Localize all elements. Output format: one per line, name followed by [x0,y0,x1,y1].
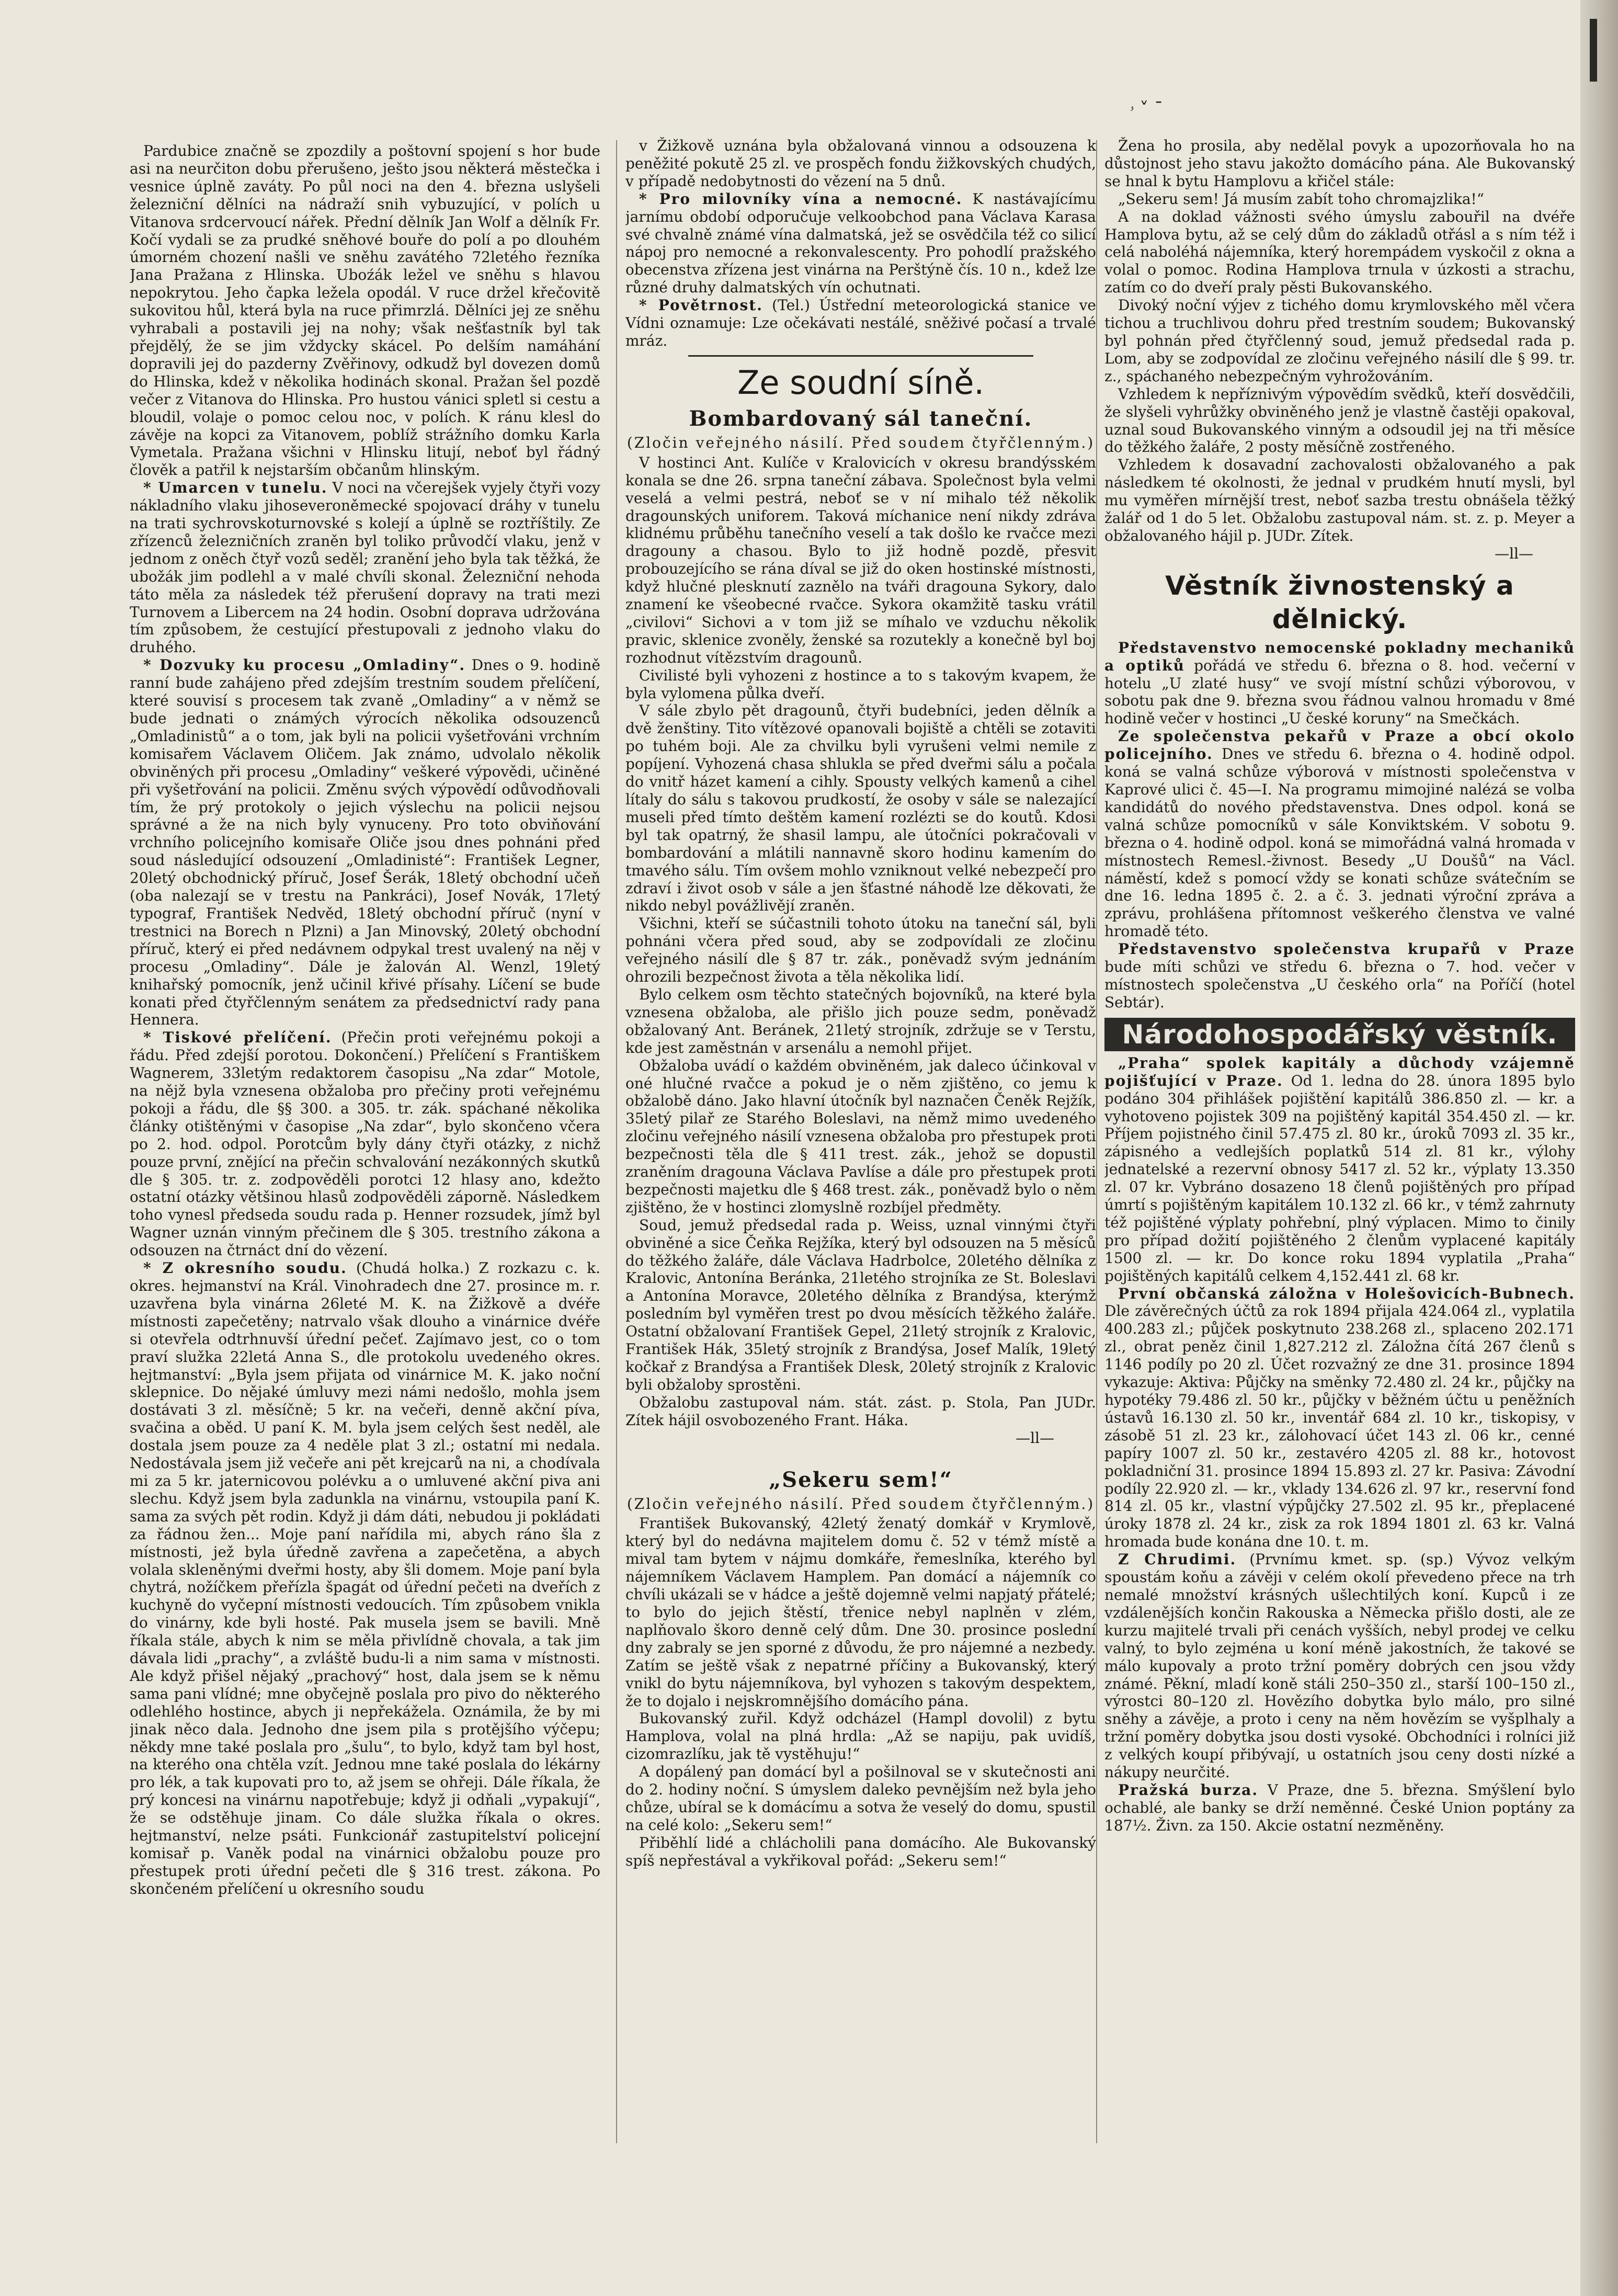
column-divider [1096,140,1097,2143]
paragraph-text: Dnes o 9. hodině ranní bude zahájeno před zdejším trestním soudem přelíčení, které souvisí s procesem tak zvaně „Omladiny“ a v němž se bude jednati o známých výrocích několika odsouzenců „Omladinistů“ a o tom, jak byli na policii vyšetřováni vrchním komisařem Václavem Oličem. Jak známo, udvolalo několik obviněných při procesu „Omladiny“ veškeré výpovědi, učiněné při vyšetřování na policii. Změnu svých výpovědí odůvodňovali tím, že prý protokoly o jejich výslechu na policii nejsou správné a že na nich byly vynuceny. Pro toto obviňování vrchního policejního komisaře Oliče jsou dnes pohnáni před soud následující odsouzení „Omladinisté“: František Legner, 20letý obchodnický příruč, Josef Šerák, 18letý obchodní učeň (oba nalezají se v trestu na Pankráci), Josef Novák, 17letý typograf, František Nedvěd, 18letý obchodní příruč (nyní v trestnici na Borech n Plzni) a Jan Minovský, 20letý obchodní příruč, který ei před nedávnem odpykal trest uvalený na něj v procesu „Omladiny“. Dále je žalován Al. Wenzl, 19letý knihařský pomocník, jenž učinil křivé přísahy. Líčení se bude konati před čtyřčlenným senátem za předsednictví rady pana Hennera. [130,656,600,1029]
article-paragraph [625,1763,1096,1834]
article-paragraph [625,137,1096,190]
column-1 [130,142,600,2140]
article-paragraph [1104,1781,1575,1835]
article-paragraph [625,986,1096,1057]
paragraph-text: A na doklad vážnosti svého úmyslu zabouřil na dvéře Hamplova bytu, až se celý dům do základů otřásl a s ním též i celá naboléhá nájemníka, který horempádem vyskočil z okna a volal o pomoc. Rodina Hamplova trnula v úzkosti a strachu, zatím co do dveří praly pěsti Bukovanského. [1104,208,1575,297]
paragraph-text: Přiběhlí lidé a chlácholili pana domácího. Ale Bukovanský spíš nepřestával a vykřikoval pořád: „Sekeru sem!“ [625,1834,1096,1869]
paragraph-text: Civilisté byli vyhozeni z hostince a to s takovým kvapem, že byla vylomena půlka dveří. [625,666,1096,702]
paragraph-text: bude míti schůzi ve středu 6. března o 7. hod. večer v místnostech společenstva „U českého orla“ na Poříčí (hotel Sebtár). [1104,958,1575,1011]
article-paragraph [1104,1551,1575,1781]
paragraph-text: V Praze, dne 5. března. Smýšlení bylo ochablé, ale banky se drží neměnné. České Union poptány za 187½. Živn. za 150. Akcie ostatní nezměněny. [1104,1781,1575,1834]
article-subtitle: (Zločin veřejného násilí. Před soudem čtyřčlenným.) [626,1495,1095,1513]
article-paragraph [1104,940,1575,1011]
paragraph-text: V sále zbylo pět dragounů, čtyři budebníci, jeden dělník a dvě ženštiny. Tito vítězové opanovali bojiště a chtěli se zotaviti po tuhém boji. Ale za chvilku byli vyrušeni velmi nemile z popíjení. Vyhozená chasa shlukla se před dveřmi sálu a počala do vnitř házet kamení a cihly. Spousty velkých kamenů a cihel lítaly do sálu s takovou prudkostí, že osoby v sále se nalezající museli před tímto deštěm kamení rozlézti se do koutů. Kdosi byl tak opatrný, že shasil lampu, ale útočníci pokračovali v bombardování a mlátili nannavně skoro hodinu kamením do tmavého sálu. Tím ovšem mohlo vzniknout velké nebezpečí pro zdraví i život osob v sále a jen šťastné náhodě lze děkovati, že nikdo nebyl povážlivějí zraněn. [625,702,1096,915]
article-paragraph [625,1217,1096,1394]
paragraph-text: Soud, jemuž předsedal rada p. Weiss, uznal vinnými čtyři obviněné a sice Čeňka Rejžíka, který byl odsouzen na 5 měsíců do těžkého žaláře, dále Václava Hadrbolce, 20letého dělníka z Kralovic, Antonína Beránka, 21letého strojníka ze St. Boleslavi a Antonína Moravce, 20letého dělníka z Brandýsa, kterýmž posledním byl vyměřen trest po dvou měsících těžkého žaláře. Ostatní obžalovaní František Gepel, 21letý strojník z Kralovic, František Hák, 35letý strojník z Brandýsa, Josef Malík, 19letý kočkař z Brandýsa a František Dlesk, 20letý strojník z Kralovic byli obžaloby sprostěni. [625,1216,1096,1393]
column-2 [625,137,1096,2135]
article-paragraph [625,667,1096,702]
paragraph-text: K nastávajícímu jarnímu období odporučuje velkoobchod pana Václava Karasa své chvalně známé vína dalmatská, jež se osvědčila též co silicí nápoj pro nemocné a rekonvalescenty. Pro pohodlí pražského obecenstva zřízena jest vinárna na Perštýně čís. 10 n., kdež lze různé druhy dalmatských vín ochutnati. [625,190,1096,297]
department-banner: Národohospodářský věstník. [1104,1018,1575,1051]
article-paragraph [1104,385,1575,457]
paragraph-text: A dopálený pan domácí byl a pošilnoval se v skutečnosti ani do 2. hodiny noční. S úmyslem daleko pevnějším než byla jeho chůze, ubíral se k domácímu a sotva že veselý do domu, spustil na celé kolo: „Sekeru sem!“ [625,1763,1096,1834]
paragraph-lead: * Pro milovníky vína a nemocné. [639,190,963,208]
paragraph-lead: * Povětrnost. [639,297,763,314]
article-paragraph [625,1515,1096,1710]
paragraph-text: (Tel.) Ústřední meteorologická stanice ve Vídni oznamuje: Lze očekávati nestálé, sněživé počasí a trvalé mráz. [625,297,1096,349]
paragraph-text: František Bukovanský, 42letý ženatý domkář v Krymlově, který byl do nedávna majitelem domu č. 52 v témž místě a mival tam bytem v nájmu domkáře, řemeslníka, kterého byl nájemníkem Václavem Hamplem. Pan domácí a nájemník co chvíli ukázali se v hádce a ještě dojemně velmi napjatý přátelé; to bylo do jejich štěstí, třenice nebyl naplněn v zlém, naplňovalo škoro denně celý dům. Dne 30. prosince poslední dny zabraly se jen sporné z důvodu, že pro nájemné a nezbedy. Zatím se ještě však z nepatrné příčiny a Bukovanský, který vnikl do bytu nájemníkova, byl vyhozen s takovým despektem, že to dojalo i nejskromnějšího domácího pána. [625,1515,1096,1710]
paragraph-lead: * Dozvuky ku procesu „Omladiny“. [143,656,466,674]
article-paragraph [625,1057,1096,1217]
paragraph-lead: * Tiskové přelíčení. [143,1029,332,1047]
paragraph-text: Od 1. ledna do 28. února 1895 bylo podáno 304 přihlášek pojištění kapitálů 386.850 zl. — kr. a vyhotoveno pojistek 309 na pojištěný kapitál 354.450 zl. — kr. Příjem pojistného činil 57.475 zl. 80 kr., úroků 7093 zl. 35 kr., zápisného a vedlejších poplatků 514 zl. 81 kr., výlohy jednatelské a rezervní obnosy 5417 zl. 52 kr., výplaty 13.350 zl. 07 kr. Vybráno dosazeno 18 členů pojištěných pro případ úmrtí s pojištěným kapitálem 10.132 zl. 66 kr., v témž zahrnuty též pojištěné výplaty pohřební, plný výplacen. Mimo to činily pro případ dožití pojištěného 2 členům vyplacené kapitály 1500 zl. — kr. Do konce roku 1894 vyplatila „Praha“ pojištěných kapitálů celkem 4,152.441 zl. 68 kr. [1104,1072,1575,1285]
paragraph-text: V noci na včerejšek vyjely čtyři vozy nákladního vlaku jihoseveroněmecké spojovací dráhy v tunelu na trati sychrovskoturnovské s kolejí a úplně se roztříštily. Ze zřízenců železničních zraněn byl toliko průvodčí vlaku, jenž v jednom z oněch čtyř vozů seděl; zranění jeho byla tak těžká, že ubožák jim podlehl a v malé chvíli skonal. Železniční nehoda táto měla za následek též přerušení dopravy na trati mezi Turnovem a Libercem na 24 hodin. Osobní doprava udržována tím způsobem, že cestující přestupovali z jednoho vlaku do druhého. [130,479,600,656]
article-paragraph [625,454,1096,667]
paragraph-text: Pardubice značně se zpozdily a poštovní spojení s hor bude asi na neurčiton dobu přerušeno, ješto jsou některá městečka i vesnice úplně zaváty. Po půl noci na den 4. března uslyšeli železniční dělníci na nádraží snih vybuzující, v polích u Vitanova srdcervoucí nářek. Přední dělník Jan Wolf a dělník Fr. Kočí vydali se za prudké sněhové bouře do polí a po dlouhém úmorném chození našli ve sněhu zavátého 72letého řezníka Jana Pražana z Hlinska. Uboźák ležel ve sněhu s hlavou nepokrytou. Jeho čapka ležela opodál. V ruce držel křečovitě sukovitou hůl, která byla na ruce přimrzlá. Dělníci jej ze sněhu vyhrabali a postavili jej na nohy; však nešťastník byl tak přejdělý, že se jim vždycky skácel. Po delším namáhání dopravili jej do pazderny Zvěřinovy, odkudž byl dovezen domů do Hlinska, kdež v několika hodinách skonal. Pražan šel pozdě večer z Vitanova do Hlinska. Pro hustou vánici spletl si cestu a bloudil, volaje o pomoc celou noc, v polích. K ránu klesl do závěje na kopci za Vitanovem, poblíž strážního domku Karla Vymetala. Pražana všichni v Hlinsku litují, neboť byl řádný člověk a patřil k nejstarším občanům hlinským. [130,142,600,479]
separator-rule [688,355,1033,357]
article-paragraph [1104,137,1575,190]
article-paragraph [1104,639,1575,728]
article-paragraph [1104,456,1575,545]
paragraph-text: Dle závěrečných účtů za rok 1894 přijala 424.064 zl., vyplatila 400.283 zl.; půjček poskytnuto 238.268 zl., splaceno 202.171 zl., obrat peněz činil 1,827.212 zl. Záložna čítá 267 členů s 1146 podíly po 20 zl. Účet rozvažný ze dne 31. prosince 1894 vykazuje: Aktiva: Půjčky na směnky 72.480 zl. 24 kr., půjčky na hypotéky 79.486 zl. 50 kr., půjčky v běžném účtu u peněžních ústavů 16.130 zl. 50 kr., inventář 684 zl. 10 kr., tiskopisy, v zásobě 51 zl. 23 kr., zálohovací účet 143 zl. 06 kr., cenné papíry 1007 zl. 50 kr., zestavéro 4205 zl. 88 kr., hotovost pokladniční 31. prosince 1894 15.893 zl. 27 kr. Pasiva: Závodní podíly 22.920 zl. — kr., vklady 134.626 zl. 97 kr., reservní fond 814 zl. 05 kr., vlastní výpůjčky 27.502 zl. 95 kr., přeplacené úroky 1878 zl. 24 kr., zisk za rok 1894 1801 zl. 63 kr. Valná hromada bude konána dne 10. t. m. [1104,1302,1575,1551]
paragraph-text: (Chudá holka.) Z rozkazu c. k. okres. hejmanství na Král. Vinohradech dne 27. prosince m. r. uzavřena byla vinárna 26leté M. K. na Žižkově a dvéře místnosti zapečetěny; natrvalo však dlouho a vinárnice dvéře si otevřela odtrhnuvší úřední pečeť. Zajímavo jest, co o tom praví služka 22letá Anna S., dle protokolu uvedeného okres. hejtmanství: „Byla jsem přijata od vinárnice M. K. jako noční sklepnice. Do nějaké úmluvy mezi námi nedošlo, mohla jsem dostávati 3 zl. měsíčně; 5 kr. na večeři, denně akční píva, svačina a oběd. U paní K. M. byla jsem celých šest neděl, ale dostala jsem pouze za 4 neděle plat 3 zl.; ostatní mi nedala. Nedostávala jsem již večeře ani pět krejcarů na ni, a chodívala mi za 5 kr. jaternicovou polévku a o umluvené akční piva ani slechu. Když jsem byla zadunkla na vinárnu, vstoupila paní K. sama za svých pět rodin. Když ji dám dáti, nebudou ji pokládati za řádnou žen... Moje paní nařídila mi, abych ráno šla z místnosti, jež byla úředně zavřena a zapečetěna, a abych volala skleněnými dveřmi hosty, aby šli domem. Moje paní byla chytrá, nožíčkem přeřízla špagát od úřední pečeti na dveřích z kuchyně do vyčepní místnosti vedoucích. Tím způsobem vnikla do vinárny, kde byli hosté. Pak musela jsem se bavili. Mně říkala stále, abych k nim se měla přivlídně chovala, a tak jim dávala lidi „prachy“, a zvláště budu-li a nim sama v místnosti. Ale když přišel nějaký „prachový“ host, dala jsem se k němu sama pani vlídné; mne obyčejně poslala pro pivo do některého odlehlého hostince, abych ji nepřekážela. Oznámila, že by mi jinak něco dala. Jednoho dne jsem pila s protějšího výčepu; někdy mne také poslala pro „šulu“, to bylo, když tam byl host, na kterého ona chtěla vzít. Jednou mne také poslala do lékárny pro lék, a tak kupovati pro to, až jsem se ohřeji. Dále říkala, že prý koncesi na vinárnu napotřebuje; když ji odňali „vypakují“, že se odstěhuje jinam. Co dále služka říkala o okres. hejtmanství, nelze psáti. Funkcionář zastupitelství policejní komisař p. Vaněk podal na vinárnici obžalobu pouze pro přestupek proti úřední pečeti dle § 316 trest. zákona. Po skončeném přelíčení u okresního soudu [130,1259,600,1897]
paragraph-text: Vzhledem k dosavadní zachovalosti obžalovaného a pak následkem té okolnosti, že jednal v prudkém hnutí mysli, byl mu vyměřen mírnější trest, neboť sazba trestu obnášela těžký žalář od 1 do 5 let. Obžalobu zastupoval nám. st. z. p. Meyer a obžalovaného hájil p. JUDr. Zítek. [1104,456,1575,544]
article-paragraph [625,915,1096,986]
paragraph-text: Obžaloba uvádí o každém obviněném, jak daleco účinkoval v oné hlučné rvačce a pokud je o něm zjištěno, co jemu k obžalobě dáno. Jako hlavní útočník byl naznačen Čeněk Rejžík, 35letý pilař ze Starého Boleslavi, na němž mimo uvedeného zločinu veřejného násilí vznesena obžaloba pro přestupek proti bezpečnosti těla dle § 411 trest. zák., jehož se dopustil zraněním dragouna Václava Pavlíse a dále pro přestupek proti bezpečnosti majetku dle § 468 trest. zák., poněvadž bylo o něm zjištěno, že v hostinci zlomyslně rozbíjel předměty. [625,1056,1096,1216]
paragraph-text: v Žižkově uznána byla obžalovaná vinnou a odsouzena k peněžité pokutě 25 zl. ve prospěch fondu žižkovských chudých, v případě nedobytnosti do vězení na 5 dnů. [625,137,1096,190]
article-paragraph [1104,1054,1575,1285]
column-3 [1104,137,1575,2135]
paragraph-text: (Prvnímu kmet. sp. (sp.) Vývoz velkým spoustám koňu a závěji v celém okolí převedeno přece na trh nemalé množství krásných ušlechtilých koní. Kupců i ze vzdálenějších končin Rakouska a Německa přišlo dosti, ale ze kurzu majitelé trvali při cenách vyšších, nebyl prodej ve celku valný, to bylo zejména u koní méně jakostních, že takové se málo kupovaly a proto tržní poměry dobrých cen jsou vždy známé. Pěkní, mladí koně stáli 250–350 zl., starší 100–150 zl., výrostci 80–120 zl. Hovězího dobytka bylo málo, pro silné sněhy a závěje, a proto i ceny na něm hovězím se vyšplhaly a tržní poměry dobytka jsou dosti vysoké. Obchodníci i rolníci již z velkých koupí přibývají, u ostatních jsou ceny dosti nízké a nákupy neurčité. [1104,1551,1575,1781]
article-paragraph [130,656,600,1029]
spacer [625,1447,1096,1465]
article-paragraph [1104,1285,1575,1551]
article-paragraph [130,479,600,656]
paragraph-lead: * Umarcen v tunelu. [143,479,328,497]
paragraph-lead: Představenstvo nemocenské pokladny mechaniků a optiků [1104,639,1575,674]
article-paragraph [1104,728,1575,940]
paragraph-text: Bukovanský zuřil. Když odcházel (Hampl dovolil) z bytu Hamplova, volal na plná hrdla: „Až se napiju, pak uvidíš, cizomrazlíku, jak tě vystěhuju!“ [625,1710,1096,1763]
top-marks: ۥ ˅ ˉ [1130,98,1164,119]
paragraph-text: Obžalobu zastupoval nám. stát. zást. p. Stola, Pan JUDr. Zítek hájil osvobozeného Frant. Háka. [625,1393,1096,1429]
paragraph-lead: Z Chrudimi. [1118,1551,1237,1568]
article-paragraph [1104,208,1575,297]
article-paragraph [1104,297,1575,385]
department-banner: Věstník živnostenský a dělnický. [1165,570,1514,634]
column-divider [616,140,617,2143]
article-paragraph [625,190,1096,297]
paragraph-text: Všichni, kteří se súčastnili tohoto útoku na taneční sál, byli pohnáni včera před soud, aby se zodpovídali ze zločinu veřejného násilí dle § 87 tr. zák., poněvadž svým jednáním ohrozili bezpečnost života a těla několika lidí. [625,915,1096,986]
binding-mark [1590,19,1597,82]
article-paragraph [130,1259,600,1898]
article-signature: —ll— [1495,544,1533,562]
paragraph-lead: Ze společenstva pekařů v Praze a obcí okolo policejního. [1104,728,1575,763]
paragraph-lead: První občanská záložna v Holešovicích-Bubnech. [1118,1285,1575,1302]
article-paragraph [625,1710,1096,1763]
paragraph-lead: * Z okresního soudu. [143,1259,347,1277]
paragraph-text: Žena ho prosila, aby nedělal povyk a upozorňovala ho na důstojnost jeho stavu jakožto domácího pána. Ale Bukovanský se hnal k bytu Hamplovu a křičel stále: [1104,137,1575,190]
paragraph-text: Dnes ve středu 6. března o 4. hodině odpol. koná se valná schůze výborová v místnosti společenstva v Kaprové ulici č. 45—I. Na programu mimojiné nalézá se volba kandidátů do nového představenstva. Dnes odpol. koná se valná schůze pomocníků v sále Konviktském. V sobotu 9. března o 4. hodině odpol. koná se mimořádná valná hromada v místnostech Remesl.-živnost. Besedy „U Doušů“ na Václ. náměstí, kdež s pomocí vždy se konati schůze svátečním se dne 16. ledna 1895 č. 2. a č. 3. jednati výroční zpráva a zprávu, prohlášena přítomnost veškerého členstva ve valné hromadě této. [1104,745,1575,940]
paragraph-text: pořádá ve středu 6. března o 8. hod. večerní v hotelu „U zlaté husy“ ve svojí místní schůzi výborovou, v sobotu pak dne 9. března svou řádnou valnou hromadu v 8mé hodině večer v hostinci „U české koruny“ na Smečkách. [1104,656,1575,728]
page-edge [1580,0,1618,2296]
article-paragraph [625,702,1096,915]
paragraph-text: V hostinci Ant. Kulíče v Kralovicích v okresu brandýsském konala se dne 26. srpna taneční zábava. Společnost byla velmi veselá a velmi pestrá, neboť se v ní mihalo též několik dragounských uniforem. Taková míchanice není nikdy zdráva klidnému průběhu tanečního veselí a tak došlo ke rvačce mezi dragouny a chasou. Bylo to již hodně pozdě, přesvit probouzejícího se rána díval se již do oken hostinské místnosti, když hlučné plesknutí zaznělo na tváři dragouna Sykory, dalo znamení ke všeobecné rvačce. Sykora okamžitě tasku vrátil „civilovi“ Sichovi a v tom již se míhalo ve vzduchu několik pravic, sklenice zvoněly, ženské sa rozutekly a konečně byl boj rozhodnut vítězstvím dragounů. [625,453,1096,666]
paragraph-text: Vzhledem k nepříznivým výpovědím svědků, kteří dosvědčili, že slyšeli vyhrůžky obviněného jenž je vlastně častěji opakoval, uznal soud Bukovanského vinným a odsoudil jej na tři měsíce do těžkého žaláře, 2 posty měsíčně zostřeného. [1104,385,1575,456]
article-paragraph [130,1029,600,1259]
section-heading: Ze soudní síně. [737,363,985,402]
article-paragraph [625,1834,1096,1870]
paragraph-text: (Přečin proti veřejnému pokoji a řádu. Před zdejší porotou. Dokončení.) Přelíčení s Františkem Wagnerem, 33letým redaktorem časopisu „Na zdar“ Motole, na nějž byla vznesena obžaloba pro přečiny proti veřejnému pokoji a řádu, dle §§ 300. a 305. tr. zák. spáchané několika články otištěnými v časopise „Na zdar“, bylo skončeno včera po 2. hod. odpol. Porotcům byly dány čtyři otázky, z nichž pouze první, znějící na přečin schvalování nezákonných skutků dle § 305. tr. z. zodpověděli porotci 12 hlasy ano, kdežto ostatní otázky většinou hlasů zodpověděli záporně. Následkem toho vynesl předseda soudu rada p. Henner rozsudek, jímž byl Wagner uznán vinným přečinem dle § 305. trestního zákona a odsouzen na čtrnáct dní do vězení. [130,1029,600,1259]
article-paragraph [625,1394,1096,1429]
article-headline: Bombardovaný sál taneční. [689,406,1033,431]
paragraph-lead: Představenstvo společenstva krupařů v Praze [1118,940,1575,958]
paragraph-text: Divoký noční výjev z tichého domu krymlovského měl včera tichou a truchlivou dohru před trestním soudem; Bukovanský byl pohnán před čtyřčlenný soud, jemuž předsedal rada p. Lom, aby se zodpovídal ze zločinu veřejného násilí dle § 99. tr. z., spáchaného nebezpečným vyhrožováním. [1104,297,1575,385]
article-paragraph [130,142,600,479]
article-signature: —ll— [1016,1429,1054,1447]
article-paragraph [625,297,1096,350]
paragraph-lead: Pražská burza. [1118,1781,1259,1799]
paragraph-text: „Sekeru sem! Já musím zabít toho chromajzlika!“ [1118,190,1485,208]
paragraph-text: Bylo celkem osm těchto statečných bojovníků, na které byla vznesena obžaloba, ale přišlo jich pouze sedm, poněvadž obžalovaný Ant. Beránek, 21letý strojník, zdržuje se v Terstu, kde jest zaměstnán v arsenálu a nemohl přijet. [625,985,1096,1056]
article-subtitle: (Zločin veřejného násilí. Před soudem čtyřčlenným.) [626,434,1095,451]
paragraph-lead: „Praha“ spolek kapitály a důchody vzájemně pojišťující v Praze. [1104,1054,1575,1089]
article-headline: „Sekeru sem!“ [769,1467,953,1492]
article-paragraph [1104,190,1575,208]
